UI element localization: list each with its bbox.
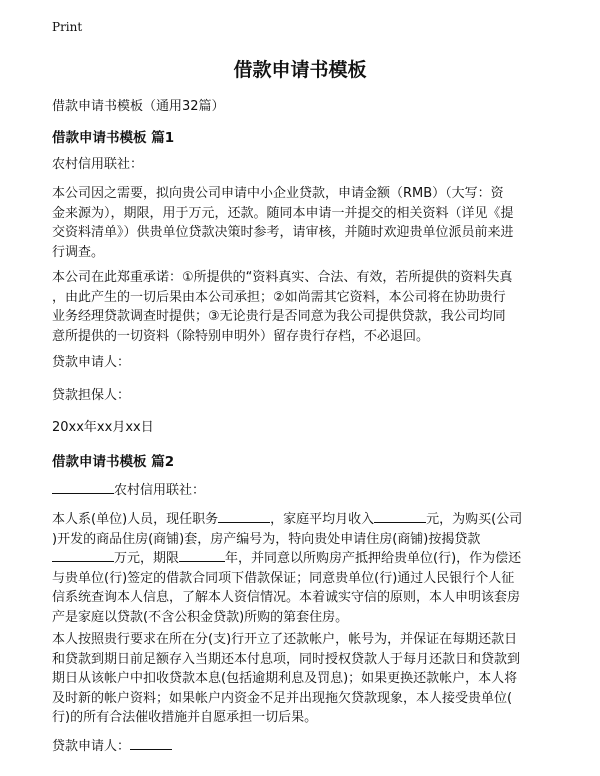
- text-line: )开发的商品住房(商铺)套，房产编号为，特向贵处申请住房(商铺)按揭贷款: [52, 531, 481, 547]
- section-1-heading: 借款申请书模板 篇1: [52, 130, 175, 146]
- text-line: ，由此产生的一切后果由本公司承担；②如尚需其它资料，本公司将在协助贵行: [52, 289, 506, 305]
- text-line: 产是家庭以贷款(不含公积金贷款)所购的第套住房。: [52, 609, 349, 625]
- blank-line: [130, 737, 172, 750]
- section-2-salutation: [52, 481, 552, 501]
- text-line: 本公司在此郑重承诺：①所提供的“资料真实、合法、有效，若所提供的资料失真: [52, 270, 513, 285]
- text-line: 期日从该帐户中扣收贷款本息(包括逾期利息及罚息)；如果更换还款帐户，本人将: [52, 671, 518, 686]
- blank-line: [52, 549, 114, 562]
- text-line: 本人按照贵行要求在所在分(支)行开立了还款帐户，帐号为，并保证在每期还款日: [52, 632, 518, 647]
- text-line: 万元，期限 年，并同意以所购房产抵押给贵单位(行)，作为偿还: [52, 549, 552, 569]
- text-line: 及时新的帐户资料；如果帐户内资金不足并出现拖欠贷款现象，本人接受贵单位(: [52, 690, 513, 706]
- print-link[interactable]: Print: [52, 20, 83, 34]
- section-2-heading: 借款申请书模板 篇2: [52, 454, 175, 470]
- section-1-salutation: 农村信用联社：: [52, 157, 144, 172]
- text-line: 意所提供的一切资料（除特别申明外）留存贵行存档，不必退回。: [52, 328, 430, 344]
- salutation-text: 农村信用联社：: [114, 483, 206, 498]
- section-1-date: 20xx年xx月xx日: [52, 420, 154, 435]
- text-line: 信系统查询本人信息，了解本人资信情况。本着诚实守信的原则，本人申明该套房: [52, 590, 521, 605]
- text-line: 交资料清单》）供贵单位贷款决策时参考，请审核，并随时欢迎贵单位派员前来进: [52, 225, 514, 240]
- text-line: 和贷款到期日前足额存入当期还本付息项，同时授权贷款人于每月还款日和贷款到: [52, 651, 521, 667]
- applicant-label: 贷款申请人：: [52, 739, 131, 754]
- text-line: 本公司因之需要，拟向贵公司申请中小企业贷款，申请金额（RMB）（大写：资: [52, 186, 504, 201]
- section-1-applicant: 贷款申请人：: [52, 355, 131, 370]
- text-line: 本人系(单位)人员，现任职务 ，家庭平均月收入 元，为购买(公司: [52, 512, 523, 527]
- section-2-applicant: [52, 737, 552, 757]
- text-line: 行)的所有合法催收措施并自愿承担一切后果。: [52, 710, 318, 725]
- section-1-paragraph-1: [52, 184, 552, 262]
- blank-line: [374, 510, 426, 523]
- section-1-paragraph-2: [52, 268, 552, 346]
- text-line: 行调查。: [52, 244, 105, 260]
- text-line: 与贵单位(行)签定的借款合同项下借款保证；同意贵单位(行)通过人民银行个人征: [52, 570, 515, 586]
- document-subtitle: 借款申请书模板（通用32篇）: [52, 99, 225, 114]
- section-2-paragraph-2: [52, 630, 552, 728]
- blank-line: [179, 549, 225, 562]
- blank-line: [218, 510, 270, 523]
- text-line: 业务经理贷款调查时提供；③无论贵行是否同意为我公司提供贷款，我公司均同: [52, 309, 506, 324]
- text-line: 金来源为），期限，用于万元，还款。随同本申请一并提交的相关资料（详见《提: [52, 205, 514, 221]
- blank-line: [52, 481, 114, 494]
- section-1-guarantor: 贷款担保人：: [52, 388, 131, 403]
- document-title: 借款申请书模板: [233, 59, 367, 81]
- section-2-paragraph-1: [52, 510, 552, 627]
